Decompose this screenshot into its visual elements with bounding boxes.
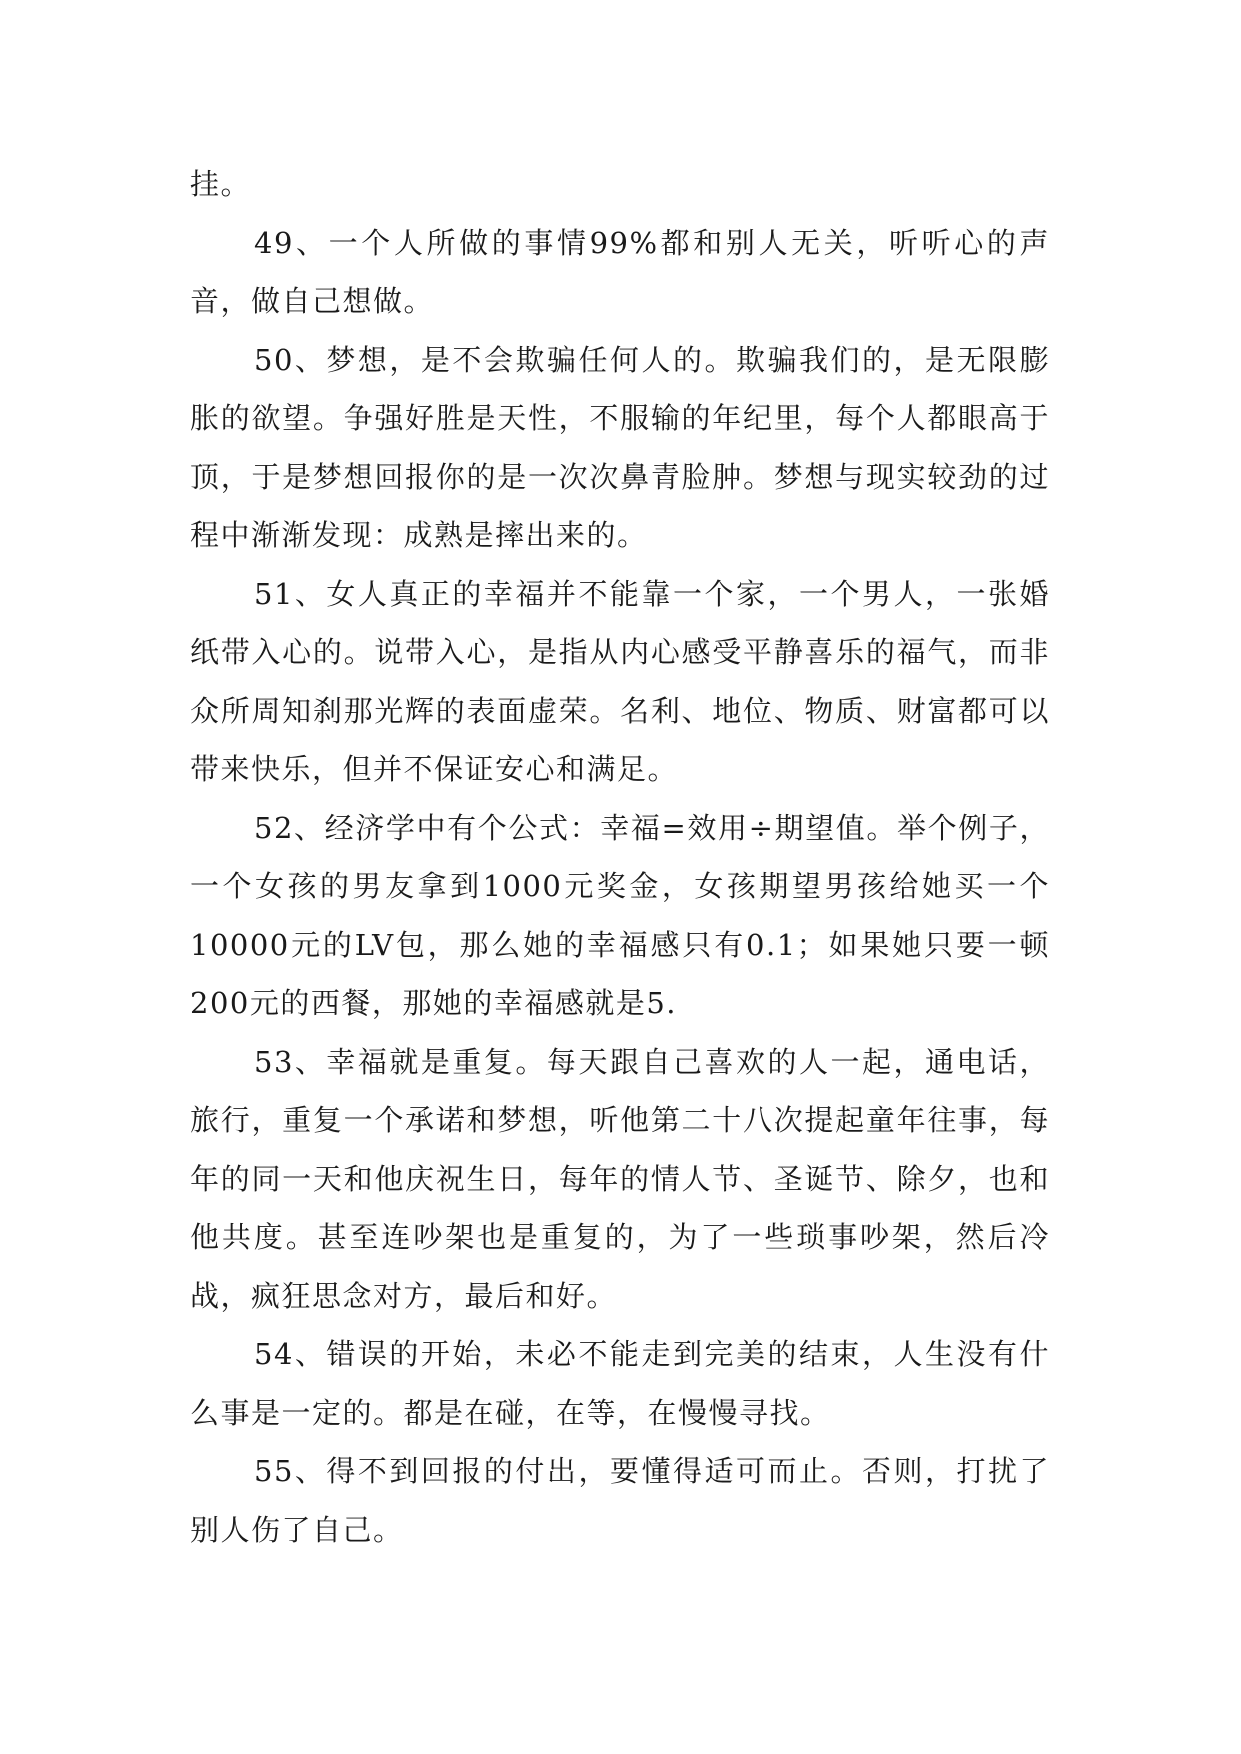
paragraph-51: 51、女人真正的幸福并不能靠一个家，一个男人，一张婚纸带入心的。说带入心，是指从内心感受平静喜乐的福气，而非众所周知刹那光辉的表面虚荣。名利、地位、物质、财富都可以带来快乐，但并不保证安心和满足。 <box>190 576 1050 786</box>
paragraph-54: 54、错误的开始，未必不能走到完美的结束，人生没有什么事是一定的。都是在碰，在等，在慢慢寻找。 <box>190 1337 1050 1430</box>
document-body <box>190 155 1050 1559</box>
paragraph-50: 50、梦想，是不会欺骗任何人的。欺骗我们的，是无限膨胀的欲望。争强好胜是天性，不服输的年纪里，每个人都眼高于顶，于是梦想回报你的是一次次鼻青脸肿。梦想与现实较劲的过程中渐渐发现：成熟是摔出来的。 <box>190 342 1050 552</box>
paragraph-53: 53、幸福就是重复。每天跟自己喜欢的人一起，通电话，旅行，重复一个承诺和梦想，听他第二十八次提起童年往事，每年的同一天和他庆祝生日，每年的情人节、圣诞节、除夕，也和他共度。甚至连吵架也是重复的，为了一些琐事吵架，然后冷战，疯狂思念对方，最后和好。 <box>190 1044 1050 1313</box>
paragraph-52: 52、经济学中有个公式：幸福=效用÷期望值。举个例子，一个女孩的男友拿到1000元奖金，女孩期望男孩给她买一个10000元的LV包，那么她的幸福感只有0.1；如果她只要一顿200元的西餐，那她的幸福感就是5. <box>190 810 1050 1020</box>
paragraph-continuation: 挂。 <box>190 167 252 201</box>
paragraph-49: 49、一个人所做的事情99%都和别人无关，听听心的声音，做自己想做。 <box>190 225 1050 318</box>
paragraph-55: 55、得不到回报的付出，要懂得适可而止。否则，打扰了别人伤了自己。 <box>190 1454 1050 1547</box>
